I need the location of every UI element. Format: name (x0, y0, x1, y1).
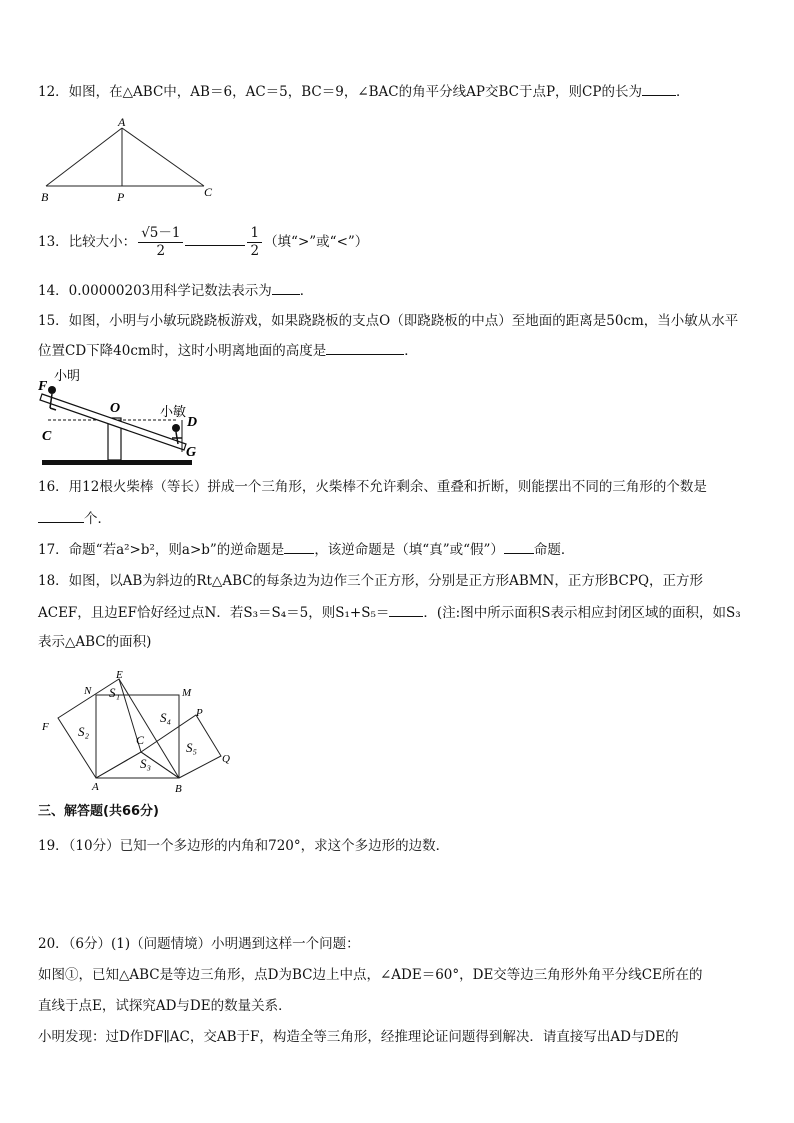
q12-end: ． (675, 84, 690, 100)
q17-blank1[interactable] (284, 540, 314, 554)
q13-frac1-num: √5－1 (138, 225, 183, 243)
q18-label-S5: S₅ (186, 740, 198, 755)
ground-bar (42, 460, 192, 465)
q15-label-C: C (42, 429, 52, 444)
q12-text (38, 82, 689, 101)
q15-label-xiaomin: 小敏 (160, 405, 187, 420)
q15-label-F: F (38, 379, 48, 394)
q15-end: ． (404, 343, 418, 359)
q20-line1: 20．（6分）(1)（问题情境）小明遇到这样一个问题： (38, 936, 360, 952)
q13-suffix: （填“>”或“<”） (264, 234, 369, 250)
q17-part2: ，该逆命题是（填“真”或“假”） (314, 542, 504, 558)
q14-text (38, 281, 313, 300)
q15-line2 (38, 341, 418, 360)
q12-figure (36, 114, 226, 206)
q18-stem2b: ．(注:图中所示面积S表示相应封闭区域的面积，如S₃ (423, 605, 741, 621)
q18-label-F: F (42, 721, 49, 733)
q18-label-S2: S₂ (78, 724, 90, 739)
q20-line3: 直线于点E，试探究AD与DE的数量关系． (38, 998, 292, 1014)
q19-text: 19．（10分）已知一个多边形的内角和720°，求这个多边形的边数． (38, 838, 450, 854)
q18-label-P: P (196, 707, 203, 719)
q12-label-C: C (204, 185, 213, 199)
q17-blank2[interactable] (504, 540, 534, 554)
q15-stem2: 位置CD下降40cm时，这时小明离地面的高度是 (38, 343, 327, 359)
q18-label-E: E (116, 669, 123, 681)
q18-line1: 18．如图，以AB为斜边的Rt△ABC的每条边为边作三个正方形，分别是正方形ABMN，正方形BCPQ，正方形 (38, 573, 704, 589)
q17-text (38, 540, 574, 559)
q13-frac2-den: 2 (250, 243, 260, 259)
q13-fraction-right (247, 225, 262, 260)
section-title: 三、解答题(共66分) (38, 804, 159, 819)
q15-label-G: G (186, 445, 197, 460)
q20-line2: 如图①，已知△ABC是等边三角形，点D为BC边上中点，∠ADE＝60°，DE交等边三角形外角平分线CE所在的 (38, 967, 703, 983)
q13-fraction-left (138, 225, 183, 260)
q15-line1: 15．如图，小明与小敏玩跷跷板游戏，如果跷跷板的支点O（即跷跷板的中点）至地面的距离是50cm，当小敏从水平 (38, 313, 739, 329)
q18-label-B: B (175, 783, 182, 794)
q13-answer-blank[interactable] (185, 232, 245, 246)
q16-answer-blank[interactable] (38, 509, 84, 523)
q18-label-S1: S₁ (109, 685, 121, 700)
q18-figure (36, 666, 246, 794)
q18-label-C: C (136, 733, 145, 747)
q17-part3: 命题． (533, 542, 575, 558)
q18-label-A: A (92, 781, 99, 793)
q12-label-A: A (118, 115, 126, 129)
q18-label-S4: S₄ (160, 710, 172, 725)
q18-answer-blank[interactable] (389, 603, 423, 617)
q18-line2 (38, 603, 741, 622)
q16-end: 个． (84, 511, 111, 527)
q15-answer-blank[interactable] (326, 341, 404, 355)
q12-label-P: P (117, 190, 125, 204)
q12-answer-blank[interactable] (642, 82, 676, 96)
q18-label-Q: Q (222, 753, 230, 765)
q18-label-N: N (84, 685, 92, 697)
q13-text (38, 224, 368, 260)
q14-stem: 14．0.00000203用科学记数法表示为 (38, 283, 272, 299)
q15-figure (36, 364, 206, 470)
q14-end: ． (299, 283, 314, 299)
q15-label-xiaoming: 小明 (54, 369, 81, 384)
q13-frac2-num: 1 (247, 225, 262, 243)
q16-line2 (38, 509, 111, 528)
q13-prefix: 13．比较大小： (38, 234, 137, 250)
q16-line1: 16．用12根火柴棒（等长）拼成一个三角形，火柴棒不允许剩余、重叠和折断，则能摆出不同的三角形的个数是 (38, 479, 707, 495)
q12-stem: 12．如图，在△ABC中，AB＝6，AC＝5，BC＝9，∠BAC的角平分线AP交BC于点P，则CP的长为 (38, 84, 642, 100)
q20-line4: 小明发现：过D作DF∥AC，交AB于F，构造全等三角形，经推理论证问题得到解决．请直接写出AD与DE的 (38, 1029, 679, 1045)
q12-label-B: B (41, 190, 49, 204)
q18-stem2a: ACEF，且边EF恰好经过点N．若S₃＝S₄＝5，则S₁+S₅＝ (38, 605, 390, 621)
q17-part1: 17．命题“若a²>b²，则a>b”的逆命题是 (38, 542, 285, 558)
q15-label-D: D (187, 415, 198, 430)
q18-label-S3: S₃ (140, 756, 152, 771)
q14-answer-blank[interactable] (272, 281, 300, 295)
q15-label-O: O (110, 401, 121, 416)
q18-line3: 表示△ABC的面积) (38, 634, 152, 650)
q18-label-M: M (182, 687, 192, 699)
q13-frac1-den: 2 (156, 243, 166, 259)
